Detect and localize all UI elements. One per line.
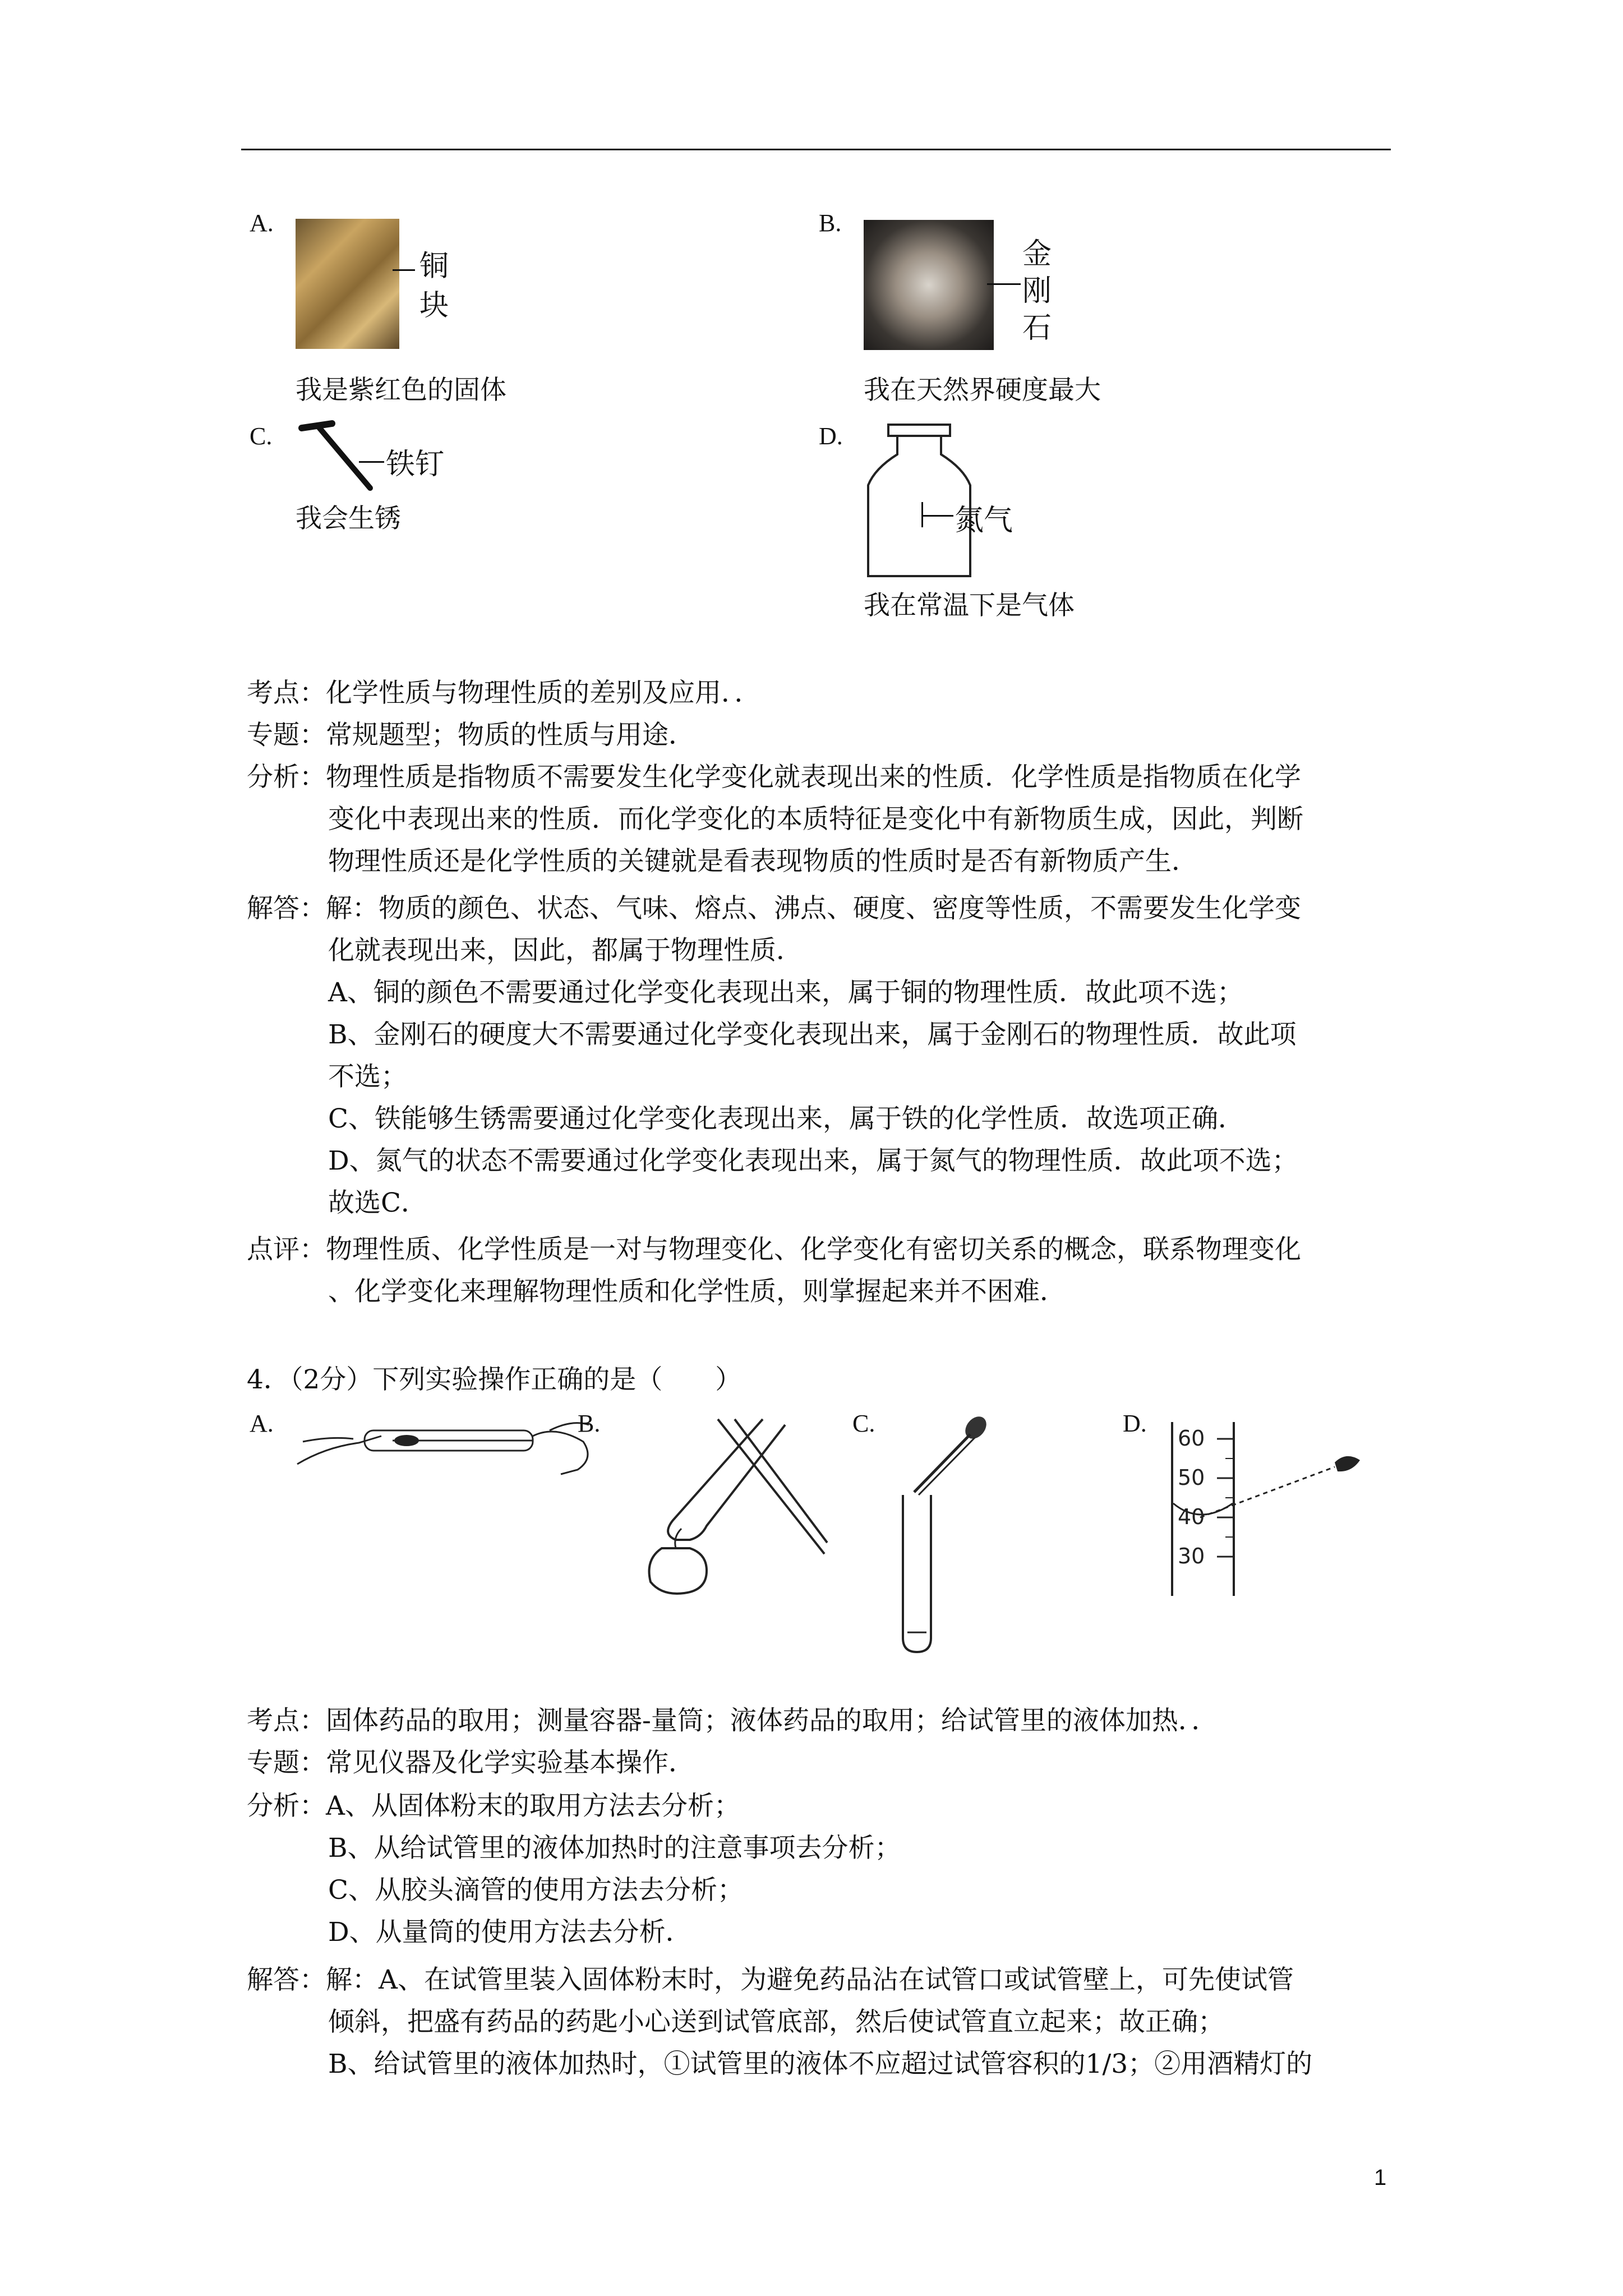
nail-pointer — [359, 461, 384, 463]
option-d-caption: 我在常温下是气体 — [864, 590, 1075, 621]
q3-fenxi-3: 物理性质还是化学性质的关键就是看表现物质的性质时是否有新物质产生． — [328, 846, 1198, 877]
bottle-pointer — [923, 515, 953, 517]
q3-jieda-5: 不选； — [328, 1061, 407, 1092]
q3-jieda-3: A、铜的颜色不需要通过化学变化表现出来，属于铜的物理性质．故此项不选； — [328, 977, 1243, 1008]
tick-40: 40 — [1178, 1504, 1205, 1529]
q4-fenxi-4: D、从量筒的使用方法去分析． — [328, 1917, 692, 1948]
iron-nail-icon — [297, 418, 387, 496]
diamond-image — [864, 220, 994, 350]
cylinder-reading-figure — [1166, 1416, 1368, 1607]
q4-option-c-letter: C. — [852, 1410, 875, 1437]
diamond-tag-3: 石 — [1022, 311, 1052, 345]
q3-zhuanti: 专题：常规题型；物质的性质与用途． — [247, 720, 695, 751]
q4-kaodian: 考点：固体药品的取用；测量容器-量筒；液体药品的取用；给试管里的液体加热．． — [247, 1705, 1218, 1736]
q4-fenxi-2: B、从给试管里的液体加热时的注意事项去分析； — [328, 1833, 901, 1864]
q4-stem: 4．（2分）下列实验操作正确的是（ ） — [247, 1364, 742, 1395]
option-c-caption: 我会生锈 — [296, 503, 401, 534]
q3-jieda-8: 故选C． — [328, 1188, 427, 1218]
page-number: 1 — [1374, 2165, 1387, 2190]
nail-tag: 铁钉 — [386, 448, 445, 481]
option-d-letter: D. — [819, 422, 843, 450]
powder-loading-figure — [292, 1408, 606, 1481]
q3-dianping-1: 点评：物理性质、化学性质是一对与物理变化、化学变化有密切关系的概念，联系物理变化 — [247, 1234, 1301, 1265]
option-b-caption: 我在天然界硬度最大 — [864, 375, 1101, 406]
q3-jieda-6: C、铁能够生锈需要通过化学变化表现出来，属于铁的化学性质．故选项正确． — [328, 1103, 1244, 1134]
diamond-pointer — [987, 283, 1021, 285]
tick-30: 30 — [1178, 1544, 1205, 1568]
q4-zhuanti: 专题：常见仪器及化学实验基本操作． — [247, 1747, 695, 1778]
q4-jieda-1: 解答：解：A、在试管里装入固体粉末时，为避免药品沾在试管口或试管壁上，可先使试管 — [247, 1964, 1294, 1995]
q4-fenxi-1: 分析：A、从固体粉末的取用方法去分析； — [247, 1791, 740, 1821]
tick-60: 60 — [1178, 1426, 1205, 1451]
q3-jieda-7: D、氮气的状态不需要通过化学变化表现出来，属于氮气的物理性质．故此项不选； — [328, 1145, 1298, 1176]
copper-pointer — [393, 269, 415, 271]
copper-tag-2: 块 — [419, 289, 449, 323]
q4-option-b-letter: B. — [578, 1410, 601, 1437]
diamond-tag-2: 刚 — [1022, 274, 1052, 308]
heating-tube-figure — [623, 1414, 836, 1599]
q4-jieda-3: B、给试管里的液体加热时，①试管里的液体不应超过试管容积的1/3；②用酒精灯的 — [328, 2049, 1313, 2079]
q4-fenxi-3: C、从胶头滴管的使用方法去分析； — [328, 1875, 744, 1906]
option-a-letter: A. — [250, 209, 274, 237]
q3-kaodian: 考点：化学性质与物理性质的差别及应用．． — [247, 678, 761, 708]
q4-option-d-letter: D. — [1123, 1410, 1147, 1437]
tick-50: 50 — [1178, 1465, 1205, 1490]
q3-fenxi-2: 变化中表现出来的性质．而化学变化的本质特征是变化中有新物质生成，因此，判断 — [328, 804, 1303, 835]
option-c-letter: C. — [250, 422, 273, 450]
q3-fenxi-1: 分析：物理性质是指物质不需要发生化学变化就表现出来的性质．化学性质是指物质在化学 — [247, 762, 1301, 793]
option-b-letter: B. — [819, 209, 842, 237]
bottle-pointer-tick — [921, 502, 923, 527]
q3-dianping-2: 、化学变化来理解物理性质和化学性质，则掌握起来并不困难． — [328, 1276, 1066, 1307]
q3-jieda-2: 化就表现出来，因此，都属于物理性质． — [328, 935, 803, 966]
diamond-tag-1: 金 — [1022, 237, 1052, 271]
q4-option-a-letter: A. — [250, 1410, 274, 1437]
copper-block-image — [296, 219, 399, 349]
q3-jieda-4: B、金刚石的硬度大不需要通过化学变化表现出来，属于金刚石的物理性质．故此项 — [328, 1019, 1297, 1050]
dropper-figure — [892, 1411, 1004, 1658]
copper-tag-1: 铜 — [419, 250, 449, 283]
q4-jieda-2: 倾斜，把盛有药品的药匙小心送到试管底部，然后使试管直立起来；故正确； — [328, 2007, 1224, 2037]
q3-jieda-1: 解答：解：物质的颜色、状态、气味、熔点、沸点、硬度、密度等性质，不需要发生化学变 — [247, 893, 1301, 924]
bottle-tag: 氮气 — [955, 504, 1013, 537]
header-rule — [241, 149, 1391, 150]
option-a-caption: 我是紫红色的固体 — [296, 375, 506, 406]
